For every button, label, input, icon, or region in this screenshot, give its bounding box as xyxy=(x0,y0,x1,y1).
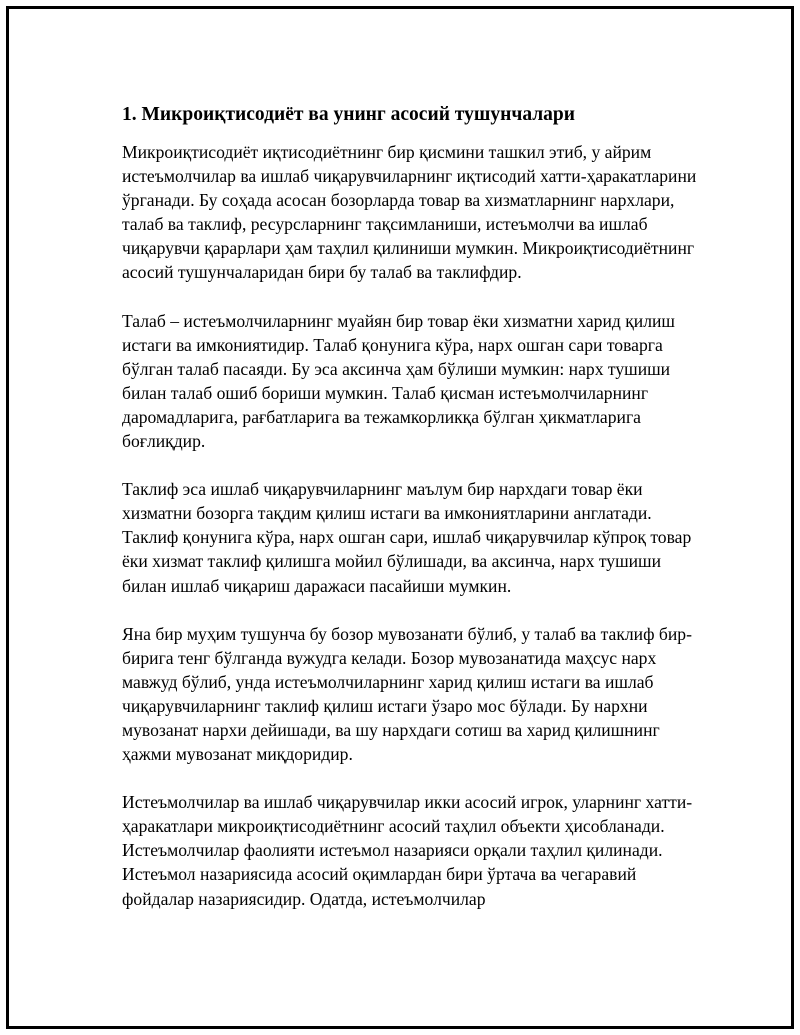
page-frame xyxy=(6,6,794,1029)
paragraph: Таклиф эса ишлаб чиқарувчиларнинг маълум бир нархдаги товар ёки хизматни бозорга тақдим қилиш истаги ва имкониятларини англатади. Таклиф қонунига кўра, нарх ошган сари, ишлаб чиқарувчилар кўпроқ товар ёки хизмат таклиф қилишга мойил бўлишади, ва аксинча, нарх тушиши билан ишлаб чиқариш даражаси пасайиши мумкин. xyxy=(122,479,692,596)
document-body xyxy=(122,101,704,935)
paragraph: Талаб – истеъмолчиларнинг муайян бир товар ёки хизматни харид қилиш истаги ва имкониятидир. Талаб қонунига кўра, нарх ошган сари товарга бўлган талаб пасаяди. Бу эса аксинча ҳам бўлиши мумкин: нарх тушиши билан талаб ошиб бориши мумкин. Талаб қисман истеъмолчиларнинг даромадларига, рағбатларига ва тежамкорликқа бўлган ҳикматларига боғлиқдир. xyxy=(122,310,675,452)
section-heading: 1. Микроиқтисодиёт ва унинг асосий тушунчалари xyxy=(122,104,576,125)
paragraph: Яна бир муҳим тушунча бу бозор мувозанати бўлиб, у талаб ва таклиф бир-бирига тенг бўлганда вужудга келади. Бозор мувозанатида маҳсус нарх мавжуд бўлиб, унда истеъмолчиларнинг харид қилиш истаги ва ишлаб чиқарувчиларнинг таклиф қилиш истаги ўзаро мос бўлади. Бу нархни мувозанат нархи дейишади, ва шу нархдаги сотиш ва харид қилишнинг ҳажми мувозанат миқдоридир. xyxy=(122,623,692,765)
paragraph: Микроиқтисодиёт иқтисодиётнинг бир қисмини ташкил этиб, у айрим истеъмолчилар ва ишлаб чиқарувчиларнинг иқтисодий хатти-ҳаракатларини ўрганади. Бу соҳада асосан бозорларда товар ва хизматларнинг нархлари, талаб ва таклиф, ресурсларнинг тақсимланиши, истеъмолчи ва ишлаб чиқарувчи қарарлари ҳам таҳлил қилиниши мумкин. Микроиқтисодиётнинг асосий тушунчаларидан бири бу талаб ва таклифдир. xyxy=(122,142,697,283)
paragraph: Истеъмолчилар ва ишлаб чиқарувчилар икки асосий игрок, уларнинг хатти-ҳаракатлари микроиқтисодиётнинг асосий таҳлил объекти ҳисобланади. Истеъмолчилар фаолияти истеъмол назарияси орқали таҳлил қилинади. Истеъмол назариясида асосий оқимлардан бири ўртача ва чегаравий фойдалар назариясидир. Одатда, истеъмолчилар xyxy=(122,792,693,909)
